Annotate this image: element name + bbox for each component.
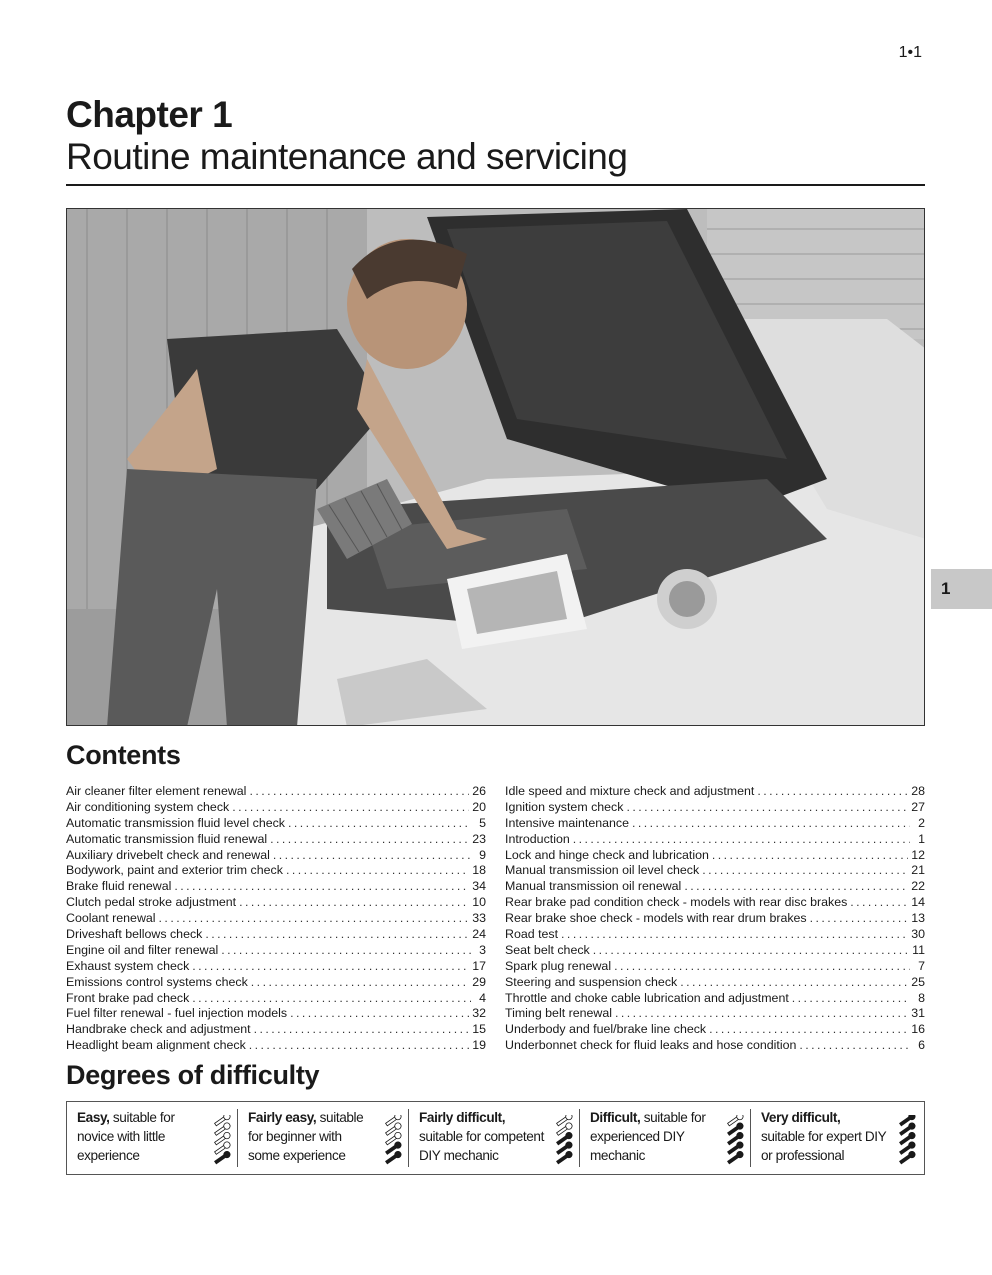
contents-entry-label: Manual transmission oil renewal xyxy=(505,879,682,894)
contents-entry xyxy=(66,927,486,943)
difficulty-level xyxy=(409,1109,580,1167)
contents-entry xyxy=(505,959,925,975)
dot-leader xyxy=(232,800,469,814)
contents-entry xyxy=(505,895,925,911)
contents-entry xyxy=(505,1022,925,1038)
contents-entry-page: 11 xyxy=(912,942,925,957)
contents-entry xyxy=(505,911,925,927)
contents-entry-page: 4 xyxy=(479,990,486,1005)
dot-leader xyxy=(702,863,908,877)
difficulty-text: experience xyxy=(77,1147,140,1163)
contents-entry-page: 16 xyxy=(911,1022,925,1037)
difficulty-level xyxy=(751,1109,922,1167)
contents-entry-page: 34 xyxy=(472,879,486,894)
contents-entry xyxy=(66,975,486,991)
chapter-subtitle: Routine maintenance and servicing xyxy=(66,136,628,177)
contents-entry-page: 29 xyxy=(472,974,486,989)
difficulty-title: Difficult, xyxy=(590,1110,641,1125)
contents-entry-page: 21 xyxy=(911,863,925,878)
contents-entry-label: Clutch pedal stroke adjustment xyxy=(66,895,237,910)
difficulty-level xyxy=(67,1109,238,1167)
contents-entry xyxy=(66,895,486,911)
dot-leader xyxy=(205,927,469,941)
contents-entry xyxy=(66,991,486,1007)
difficulty-text: suitable xyxy=(316,1110,364,1125)
dot-leader xyxy=(254,1022,470,1036)
contents-entry xyxy=(505,975,925,991)
contents-entry-label: Handbrake check and adjustment xyxy=(66,1022,251,1037)
contents-entry-label: Steering and suspension check xyxy=(505,974,678,989)
contents-entry xyxy=(505,991,925,1007)
contents-entry xyxy=(66,816,486,832)
dot-leader xyxy=(288,816,471,830)
contents-entry-page: 1 xyxy=(918,831,925,846)
contents-entry-label: Road test xyxy=(505,927,559,942)
dot-leader xyxy=(709,1022,908,1036)
contents-entry-label: Brake fluid renewal xyxy=(66,879,172,894)
contents-entry-page: 10 xyxy=(472,895,486,910)
difficulty-text: for beginner with xyxy=(248,1128,342,1144)
difficulty-text: experienced DIY xyxy=(590,1128,685,1144)
contents-entry xyxy=(66,879,486,895)
dot-leader xyxy=(192,991,471,1005)
contents-entry xyxy=(505,943,925,959)
contents-entry-label: Throttle and choke cable lubrication and adjustment xyxy=(505,990,789,1005)
contents-entry-page: 13 xyxy=(911,911,925,926)
dot-leader xyxy=(593,943,909,957)
dot-leader xyxy=(810,911,909,925)
difficulty-level xyxy=(580,1109,751,1167)
contents-entry xyxy=(66,911,486,927)
contents-entry-label: Underbonnet check for fluid leaks and hose condition xyxy=(505,1038,797,1053)
dot-leader xyxy=(249,784,469,798)
difficulty-text: some experience xyxy=(248,1147,346,1163)
contents-entry-page: 24 xyxy=(472,927,486,942)
contents-entry-page: 3 xyxy=(479,942,486,957)
difficulty-text: novice with little xyxy=(77,1128,165,1144)
contents-entry xyxy=(66,1022,486,1038)
contents-entry-label: Headlight beam alignment check xyxy=(66,1038,246,1053)
contents-entry-page: 28 xyxy=(911,784,925,798)
contents-entry xyxy=(505,863,925,879)
difficulty-text: suitable for xyxy=(109,1110,175,1125)
contents-entry xyxy=(505,879,925,895)
contents-list-left xyxy=(66,784,486,1054)
contents-entry-label: Fuel filter renewal - fuel injection models xyxy=(66,1006,288,1021)
contents-entry-label: Auxiliary drivebelt check and renewal xyxy=(66,847,270,862)
chapter-side-tab: 1 xyxy=(931,569,992,609)
contents-entry-page: 33 xyxy=(472,911,486,926)
contents-entry-page: 19 xyxy=(472,1038,486,1053)
contents-entry-page: 15 xyxy=(472,1022,486,1037)
dot-leader xyxy=(799,1038,910,1052)
contents-entry-page: 26 xyxy=(472,784,486,798)
contents-entry-page: 2 xyxy=(918,815,925,830)
contents-entry-label: Automatic transmission fluid renewal xyxy=(66,831,268,846)
contents-entry-page: 31 xyxy=(911,1006,925,1021)
dot-leader xyxy=(192,959,469,973)
mechanic-photo xyxy=(66,208,925,726)
contents-entry xyxy=(66,959,486,975)
dot-leader xyxy=(270,832,469,846)
dot-leader xyxy=(850,895,908,909)
spanner-rating-icon xyxy=(896,1115,918,1167)
contents-entry-label: Driveshaft bellows check xyxy=(66,927,203,942)
difficulty-text: suitable for xyxy=(640,1110,706,1125)
difficulty-text: or professional xyxy=(761,1147,845,1163)
difficulty-title: Fairly easy, xyxy=(248,1110,317,1125)
contents-entry xyxy=(66,943,486,959)
contents-entry-page: 20 xyxy=(472,799,486,814)
difficulty-heading: Degrees of difficulty xyxy=(66,1060,320,1090)
contents-entry-label: Engine oil and filter renewal xyxy=(66,942,219,957)
dot-leader xyxy=(251,975,469,989)
contents-entry-label: Emissions control systems check xyxy=(66,974,248,989)
contents-entry-page: 23 xyxy=(472,831,486,846)
contents-entry-page: 17 xyxy=(472,958,486,973)
contents-entry-page: 9 xyxy=(479,847,486,862)
contents-entry-label: Rear brake shoe check - models with rear drum brakes xyxy=(505,911,807,926)
chapter-title: Chapter 1 xyxy=(66,94,233,135)
contents-entry xyxy=(66,848,486,864)
spanner-rating-icon xyxy=(724,1115,746,1167)
dot-leader xyxy=(573,832,910,846)
dot-leader xyxy=(561,927,908,941)
contents-entry-label: Coolant renewal xyxy=(66,911,156,926)
contents-entry xyxy=(505,1006,925,1022)
contents-entry xyxy=(505,800,925,816)
spanner-rating-icon xyxy=(211,1115,233,1167)
dot-leader xyxy=(239,895,469,909)
dot-leader xyxy=(615,1006,908,1020)
contents-entry-label: Spark plug renewal xyxy=(505,958,612,973)
contents-entry-label: Intensive maintenance xyxy=(505,815,629,830)
contents-entry xyxy=(66,784,486,800)
contents-entry-label: Underbody and fuel/brake line check xyxy=(505,1022,707,1037)
contents-entry xyxy=(505,848,925,864)
title-rule xyxy=(66,184,925,186)
difficulty-title: Easy, xyxy=(77,1110,110,1125)
contents-entry-page: 7 xyxy=(918,958,925,973)
difficulty-level xyxy=(238,1109,409,1167)
contents-entry-page: 27 xyxy=(911,799,925,814)
contents-entry-label: Timing belt renewal xyxy=(505,1006,612,1021)
dot-leader xyxy=(626,800,908,814)
contents-entry-label: Automatic transmission fluid level check xyxy=(66,815,285,830)
dot-leader xyxy=(221,943,471,957)
contents-entry xyxy=(505,927,925,943)
dot-leader xyxy=(684,879,908,893)
contents-entry-label: Rear brake pad condition check - models with rear disc brakes xyxy=(505,895,848,910)
contents-entry xyxy=(505,1038,925,1054)
contents-entry-page: 12 xyxy=(911,847,925,862)
spanner-rating-icon xyxy=(382,1115,404,1167)
mechanic-illustration xyxy=(67,209,925,726)
page-number: 1•1 xyxy=(898,44,922,61)
contents-entry-page: 30 xyxy=(911,927,925,942)
dot-leader xyxy=(286,863,469,877)
contents-entry xyxy=(66,863,486,879)
contents-entry xyxy=(505,816,925,832)
dot-leader xyxy=(614,959,910,973)
contents-entry xyxy=(66,800,486,816)
contents-entry-label: Seat belt check xyxy=(505,942,590,957)
dot-leader xyxy=(712,848,908,862)
contents-entry-page: 14 xyxy=(911,895,925,910)
contents-entry-page: 32 xyxy=(472,1006,486,1021)
contents-entry-label: Manual transmission oil level check xyxy=(505,863,700,878)
contents-entry-label: Lock and hinge check and lubrication xyxy=(505,847,709,862)
dot-leader xyxy=(632,816,910,830)
contents-entry-page: 18 xyxy=(472,863,486,878)
dot-leader xyxy=(174,879,469,893)
contents-entry-label: Ignition system check xyxy=(505,799,624,814)
dot-leader xyxy=(757,784,908,798)
contents-heading: Contents xyxy=(66,740,181,770)
dot-leader xyxy=(680,975,908,989)
contents-entry-label: Air conditioning system check xyxy=(66,799,230,814)
contents-entry-page: 8 xyxy=(918,990,925,1005)
contents-entry xyxy=(505,832,925,848)
contents-entry-label: Air cleaner filter element renewal xyxy=(66,784,247,798)
contents-entry-label: Front brake pad check xyxy=(66,990,190,1005)
contents-list-right xyxy=(505,784,925,1054)
difficulty-text: suitable for competent xyxy=(419,1128,544,1144)
contents-entry-page: 5 xyxy=(479,815,486,830)
dot-leader xyxy=(159,911,470,925)
contents-entry-label: Introduction xyxy=(505,831,570,846)
difficulty-title: Very difficult, xyxy=(761,1110,841,1125)
difficulty-text: suitable for expert DIY xyxy=(761,1128,887,1144)
contents-entry-page: 22 xyxy=(911,879,925,894)
dot-leader xyxy=(290,1006,469,1020)
contents-entry xyxy=(505,784,925,800)
difficulty-text: DIY mechanic xyxy=(419,1147,499,1163)
difficulty-legend xyxy=(66,1101,925,1175)
difficulty-text: mechanic xyxy=(590,1147,645,1163)
contents-entry-page: 6 xyxy=(918,1038,925,1053)
dot-leader xyxy=(249,1038,469,1052)
contents-entry xyxy=(66,1006,486,1022)
contents-entry xyxy=(66,1038,486,1054)
contents-entry xyxy=(66,832,486,848)
dot-leader xyxy=(273,848,471,862)
dot-leader xyxy=(792,991,910,1005)
contents-entry-label: Exhaust system check xyxy=(66,958,190,973)
contents-entry-label: Idle speed and mixture check and adjustment xyxy=(505,784,755,798)
contents-entry-label: Bodywork, paint and exterior trim check xyxy=(66,863,283,878)
difficulty-title: Fairly difficult, xyxy=(419,1110,506,1125)
contents-entry-page: 25 xyxy=(911,974,925,989)
spanner-rating-icon xyxy=(553,1115,575,1167)
